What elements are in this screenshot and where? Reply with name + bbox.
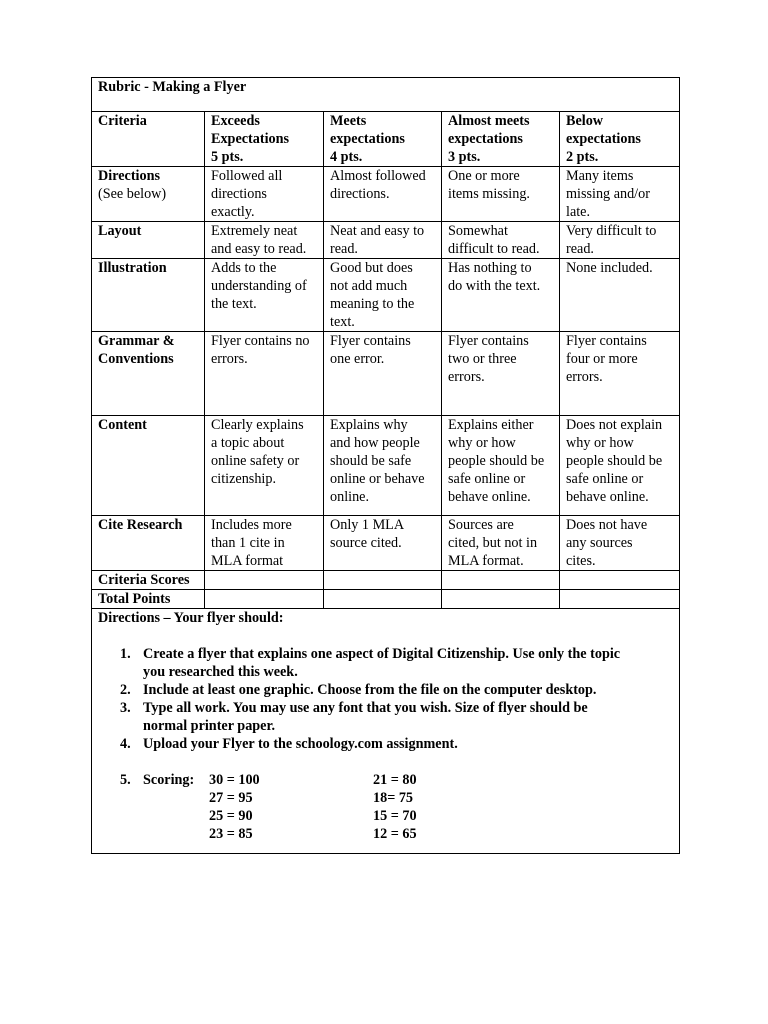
header-row	[92, 112, 680, 167]
row-content	[92, 416, 680, 516]
score-cell	[324, 571, 442, 590]
row-total-points	[92, 590, 680, 609]
rubric-cell: Neat and easy to read.	[324, 222, 442, 259]
header-exceeds: Exceeds Expectations 5 pts.	[205, 112, 324, 167]
rubric-cell: Sources are cited, but not in MLA format.	[442, 516, 560, 571]
rubric-cell: Explains why and how people should be safe online or behave online.	[324, 416, 442, 516]
row-illustration	[92, 259, 680, 332]
row-grammar	[92, 332, 680, 416]
direction-item: 2. Include at least one graphic. Choose from the file on the computer desktop.	[120, 682, 597, 698]
criteria-cell: Layout	[92, 222, 205, 259]
row-directions-block	[92, 609, 680, 854]
directions-list	[98, 645, 679, 843]
rubric-cell: Flyer contains no errors.	[205, 332, 324, 416]
score-cell	[560, 590, 680, 609]
score-cell	[205, 571, 324, 590]
score-line: 23 = 85 12 = 65	[209, 826, 417, 842]
header-almost-meets: Almost meets expectations 3 pts.	[442, 112, 560, 167]
rubric-cell: Adds to the understanding of the text.	[205, 259, 324, 332]
direction-item: 3. Type all work. You may use any font that you wish. Size of flyer should be normal printer paper.	[120, 700, 588, 734]
score-cell	[205, 590, 324, 609]
score-cell	[324, 590, 442, 609]
rubric-cell: Followed all directions exactly.	[205, 167, 324, 222]
criteria-cell: Grammar & Conventions	[92, 332, 205, 416]
directions-section	[92, 609, 680, 854]
score-cell	[442, 571, 560, 590]
score-line: 27 = 95 18= 75	[209, 790, 414, 806]
rubric-cell: Does not have any sources cites.	[560, 516, 680, 571]
rubric-cell: Extremely neat and easy to read.	[205, 222, 324, 259]
criteria-cell: Illustration	[92, 259, 205, 332]
row-layout	[92, 222, 680, 259]
rubric-cell: Very difficult to read.	[560, 222, 680, 259]
rubric-cell: Many items missing and/or late.	[560, 167, 680, 222]
rubric-cell: Includes more than 1 cite in MLA format	[205, 516, 324, 571]
direction-item: 1. Create a flyer that explains one aspect of Digital Citizenship. Use only the topic you researched this week.	[120, 646, 621, 680]
rubric-cell: Does not explain why or how people should be safe online or behave online.	[560, 416, 680, 516]
rubric-cell: Flyer contains four or more errors.	[560, 332, 680, 416]
directions-heading: Directions – Your flyer should:	[98, 610, 284, 626]
rubric-cell: Somewhat difficult to read.	[442, 222, 560, 259]
criteria-cell: Content	[92, 416, 205, 516]
rubric-cell: None included.	[560, 259, 680, 332]
header-meets: Meets expectations 4 pts.	[324, 112, 442, 167]
score-row-label: Criteria Scores	[92, 571, 205, 590]
criteria-cell: Directions (See below)	[92, 167, 205, 222]
row-directions	[92, 167, 680, 222]
row-cite-research	[92, 516, 680, 571]
header-below: Below expectations 2 pts.	[560, 112, 680, 167]
rubric-cell: Only 1 MLA source cited.	[324, 516, 442, 571]
title-row	[92, 78, 680, 112]
score-cell	[442, 590, 560, 609]
direction-item: 4. Upload your Flyer to the schoology.com assignment.	[120, 736, 458, 752]
rubric-cell: One or more items missing.	[442, 167, 560, 222]
header-criteria: Criteria	[92, 112, 205, 167]
score-line: Scoring: 30 = 100 21 = 80	[143, 772, 417, 788]
score-row-label: Total Points	[92, 590, 205, 609]
rubric-cell: Explains either why or how people should be safe online or behave online.	[442, 416, 560, 516]
rubric-cell: Flyer contains one error.	[324, 332, 442, 416]
rubric-table	[91, 77, 680, 854]
score-line: 25 = 90 15 = 70	[209, 808, 417, 824]
rubric-cell: Flyer contains two or three errors.	[442, 332, 560, 416]
score-cell	[560, 571, 680, 590]
rubric-cell: Has nothing to do with the text.	[442, 259, 560, 332]
rubric-cell: Almost followed directions.	[324, 167, 442, 222]
rubric-title: Rubric - Making a Flyer	[92, 78, 680, 112]
rubric-cell: Good but does not add much meaning to the text.	[324, 259, 442, 332]
criteria-cell: Cite Research	[92, 516, 205, 571]
row-criteria-scores	[92, 571, 680, 590]
rubric-cell: Clearly explains a topic about online safety or citizenship.	[205, 416, 324, 516]
scoring-item: 5. Scoring: 30 = 100 21 = 80 27 = 95 18= 75 25 = 90 15 = 70 23 = 85 12 = 65	[98, 771, 679, 843]
